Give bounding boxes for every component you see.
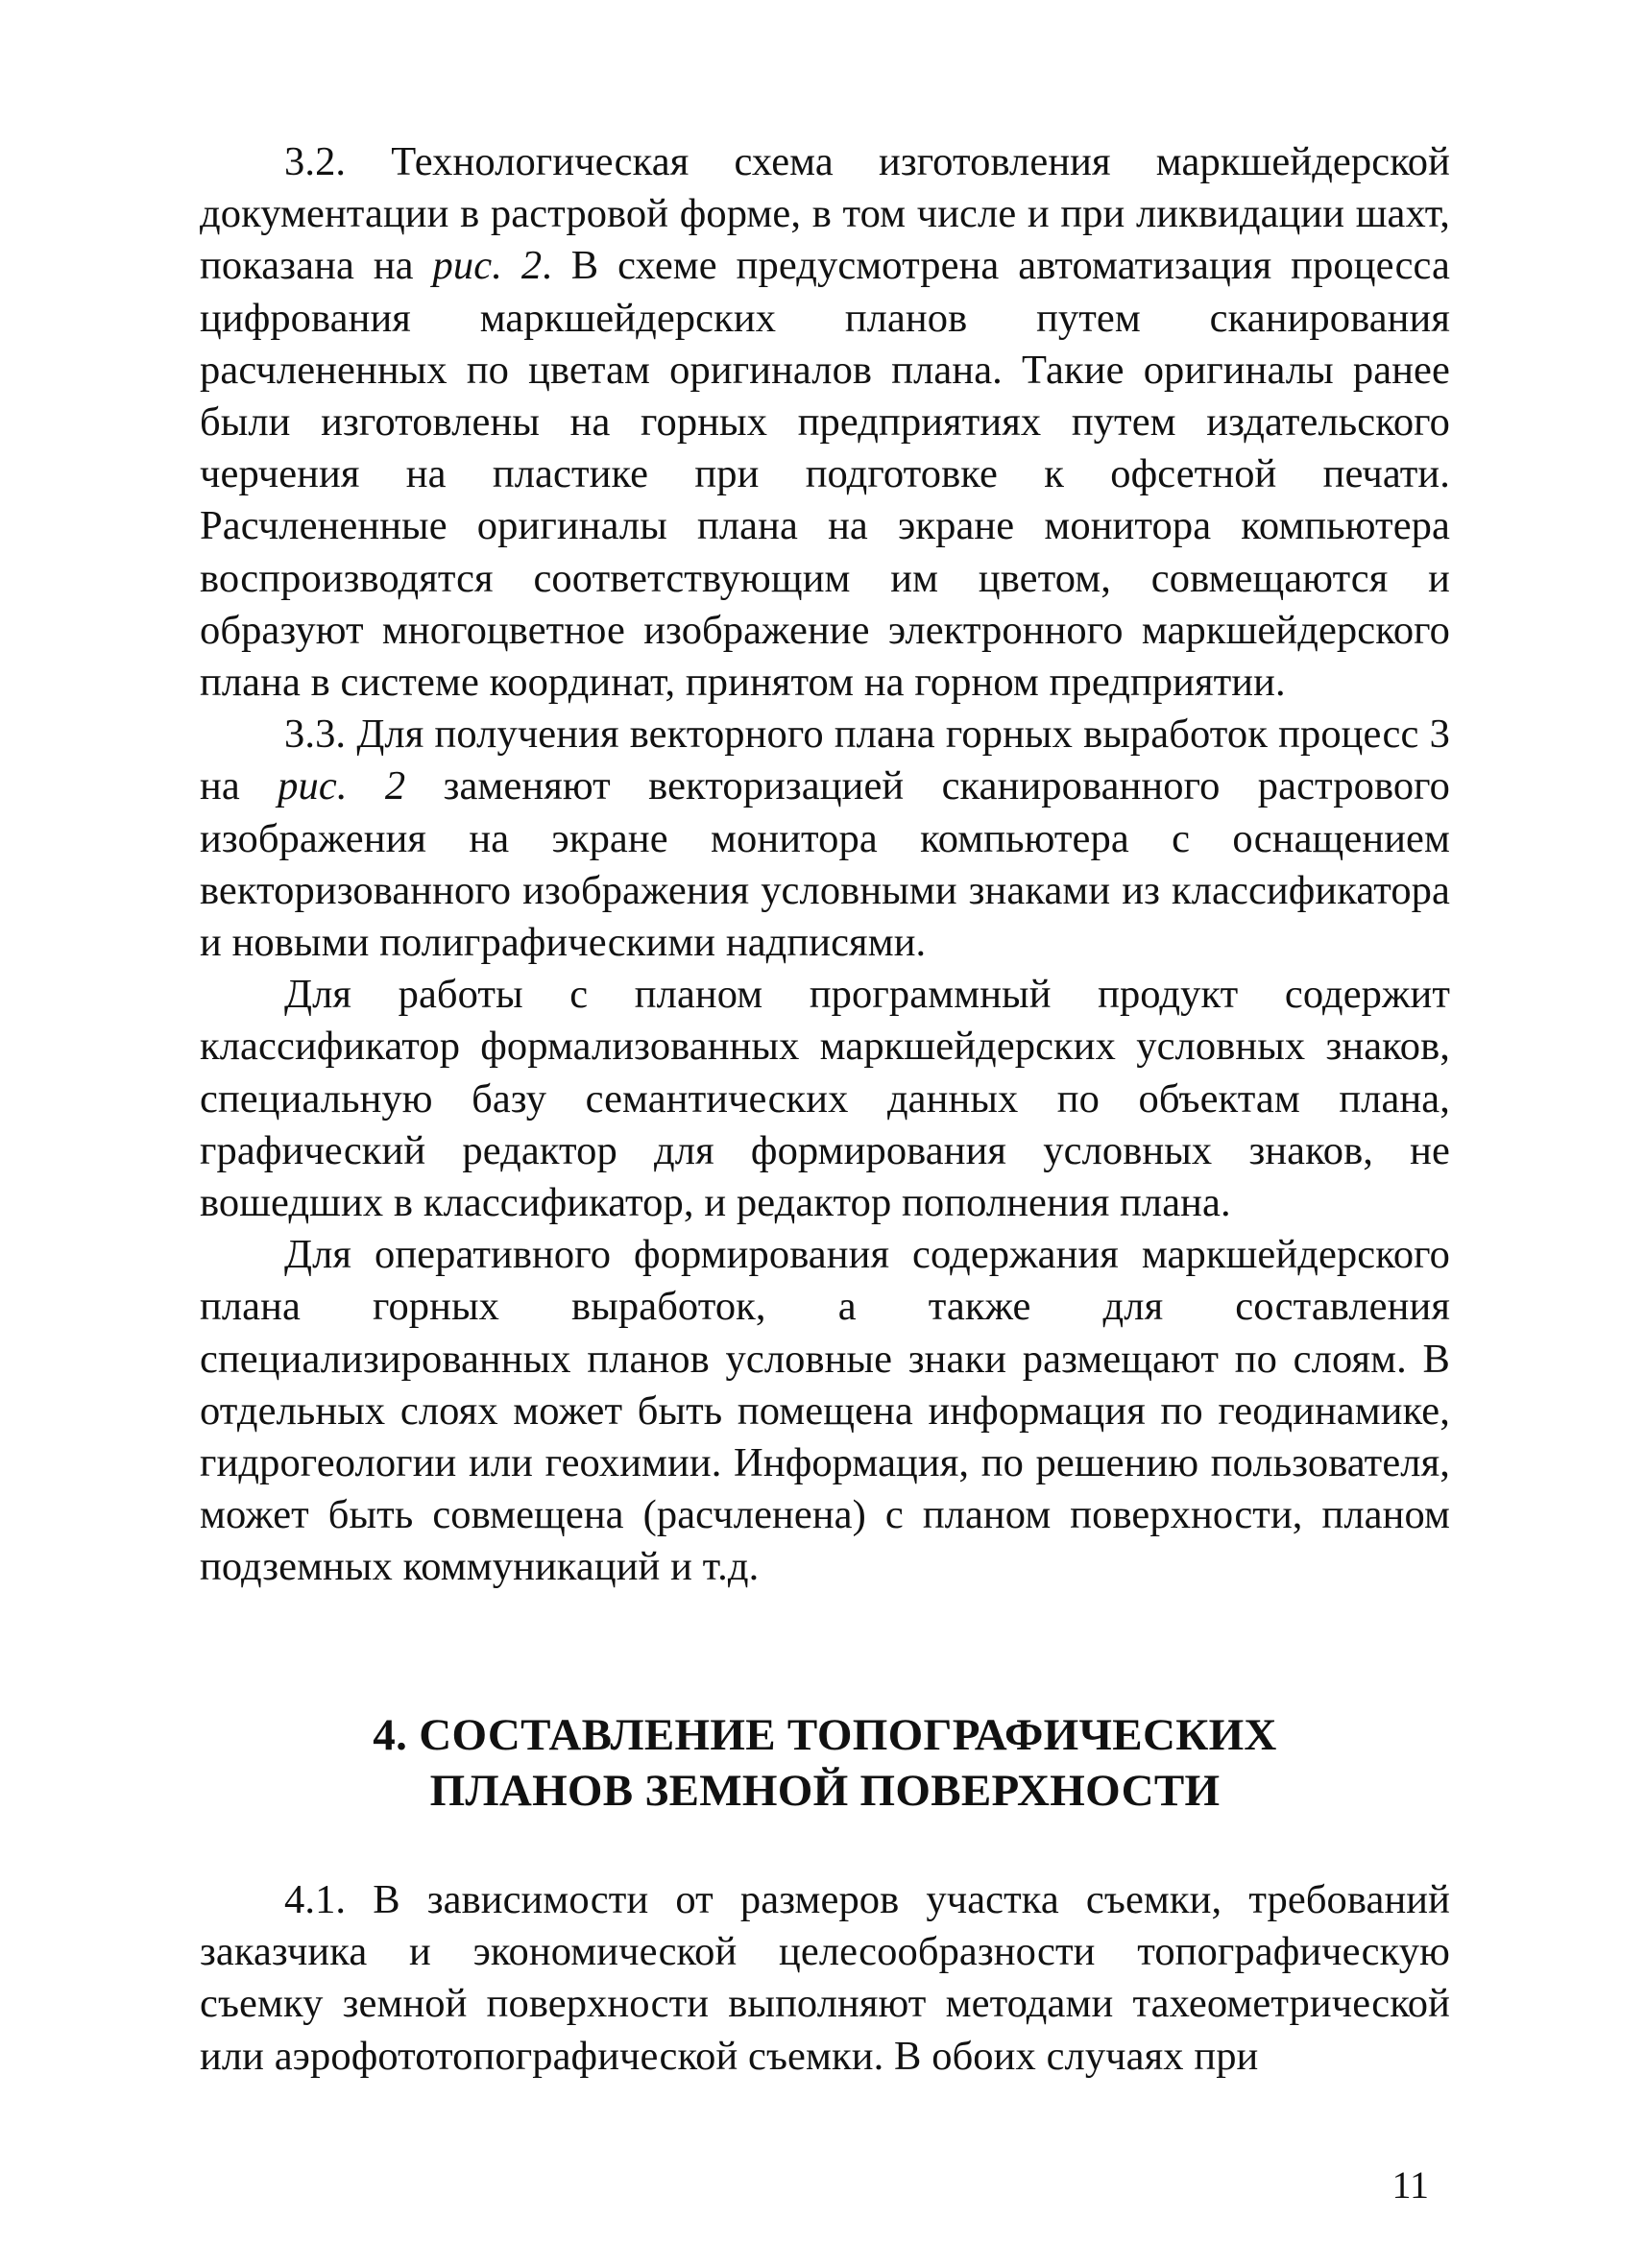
section-3-text: [200, 136, 1450, 1594]
page-number: 11: [1391, 2163, 1429, 2207]
paragraph-3-2: 3.2. Технологическая схема изготовления маркшейдерской документации в растровой форме, в том числе и при ликвидации шахт, показана на рис. 2. В схеме предусмотрена автоматизация процесса цифрования маркшейдерских планов путем сканирования расчлененных по цветам оригиналов плана. Такие оригиналы ранее были изготовлены на горных предприятиях путем издательского черчения на пластике при подготовке к офсетной печати. Расчлененные оригиналы плана на экране монитора компьютера воспроизводятся соответствующим им цветом, совмещаются и образуют многоцветное изображение электронного маркшейдерского плана в системе координат, принятом на горном предприятии.: [200, 139, 1450, 706]
section-4-text: [200, 1874, 1450, 2083]
paragraph-layers: Для оперативного формирования содержания маркшейдерского плана горных выработок, а также для составления специализированных планов условные знаки размещают по слоям. В отдельных слоях может быть помещена информация по геодинамике, гидрогеологии или геохимии. Информация, по решению пользователя, может быть совмещена (расчленена) с планом поверхности, планом подземных коммуникаций и т.д.: [200, 1232, 1450, 1590]
figure-reference: рис. 2: [432, 243, 543, 289]
figure-reference: рис. 2: [278, 763, 406, 809]
paragraph-software: Для работы с планом программный продукт содержит классификатор формализованных маркшейдерских условных знаков, специальную базу семантических данных по объектам плана, графический редактор для формирования условных знаков, не вошедших в классификатор, и редактор пополнения плана.: [200, 972, 1450, 1226]
section-heading-line-1: 4. СОСТАВЛЕНИЕ ТОПОГРАФИЧЕСКИХ: [373, 1710, 1277, 1760]
paragraph-3-3: 3.3. Для получения векторного плана горных выработок процесс 3 на рис. 2 заменяют векторизацией сканированного растрового изображения на экране монитора компьютера с оснащением векторизованного изображения условными знаками из классификатора и новыми полиграфическими надписями.: [200, 712, 1450, 966]
section-heading-line-2: ПЛАНОВ ЗЕМНОЙ ПОВЕРХНОСТИ: [429, 1766, 1221, 1816]
section-heading: [200, 1707, 1450, 1819]
paragraph-4-1: 4.1. В зависимости от размеров участка съемки, требований заказчика и экономической целесообразности топографическую съемку земной поверхности выполняют методами тахеометрической или аэрофототопографической съемки. В обоих случаях при: [200, 1877, 1450, 2079]
